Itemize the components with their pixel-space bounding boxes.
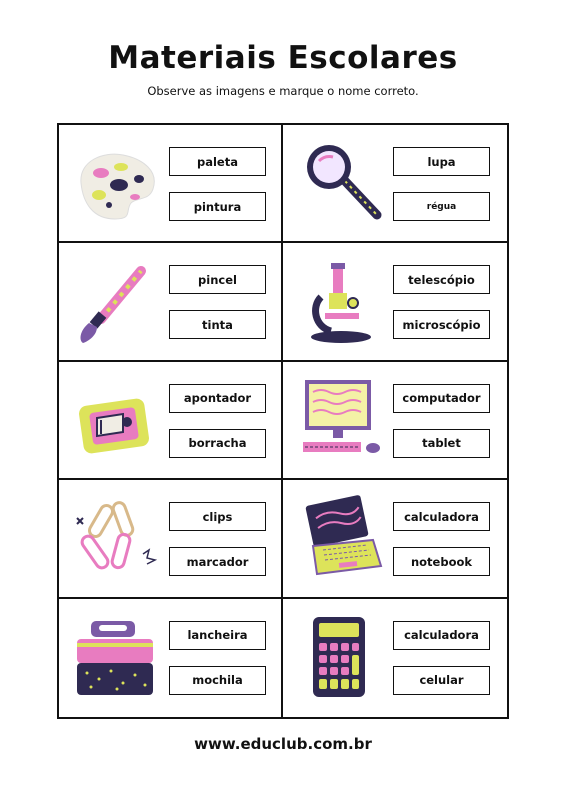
paperclips-icon: [71, 494, 163, 582]
sharpener-icon: [71, 376, 163, 464]
palette-icon: [71, 139, 163, 227]
option-computador[interactable]: computador: [393, 384, 490, 413]
lunchbox-icon: [71, 613, 163, 701]
option-notebook[interactable]: notebook: [393, 547, 490, 576]
exercise-cell-calculator: [283, 599, 507, 717]
magnifier-icon: [295, 139, 387, 227]
option-calculadora-laptop[interactable]: calculadora: [393, 502, 490, 531]
exercise-cell-laptop: [283, 480, 507, 598]
exercise-cell-computer: [283, 362, 507, 480]
exercise-cell-magnifier: [283, 125, 507, 243]
page-subtitle: Observe as imagens e marque o nome correto.: [147, 84, 419, 98]
footer-website: www.educlub.com.br: [194, 735, 372, 753]
option-tablet[interactable]: tablet: [393, 429, 490, 458]
option-pincel[interactable]: pincel: [169, 265, 266, 294]
option-mochila[interactable]: mochila: [169, 666, 266, 695]
paintbrush-icon: [71, 257, 163, 345]
option-calculadora[interactable]: calculadora: [393, 621, 490, 650]
exercise-cell-sharpener: [59, 362, 283, 480]
exercise-cell-paperclips: [59, 480, 283, 598]
option-lupa[interactable]: lupa: [393, 147, 490, 176]
option-regua[interactable]: régua: [393, 192, 490, 221]
option-apontador[interactable]: apontador: [169, 384, 266, 413]
option-marcador[interactable]: marcador: [169, 547, 266, 576]
exercise-cell-palette: [59, 125, 283, 243]
page-title: Materiais Escolares: [108, 40, 458, 76]
exercise-grid: [57, 123, 509, 719]
exercise-cell-paintbrush: [59, 243, 283, 361]
exercise-cell-lunchbox: [59, 599, 283, 717]
option-borracha[interactable]: borracha: [169, 429, 266, 458]
laptop-icon: [295, 494, 387, 582]
option-tinta[interactable]: tinta: [169, 310, 266, 339]
option-pintura[interactable]: pintura: [169, 192, 266, 221]
exercise-cell-microscope: [283, 243, 507, 361]
calculator-icon: [295, 613, 387, 701]
microscope-icon: [295, 257, 387, 345]
option-telescopio[interactable]: telescópio: [393, 265, 490, 294]
option-microscopio[interactable]: microscópio: [393, 310, 490, 339]
option-paleta[interactable]: paleta: [169, 147, 266, 176]
computer-icon: [295, 376, 387, 464]
option-lancheira[interactable]: lancheira: [169, 621, 266, 650]
option-celular[interactable]: celular: [393, 666, 490, 695]
option-clips[interactable]: clips: [169, 502, 266, 531]
